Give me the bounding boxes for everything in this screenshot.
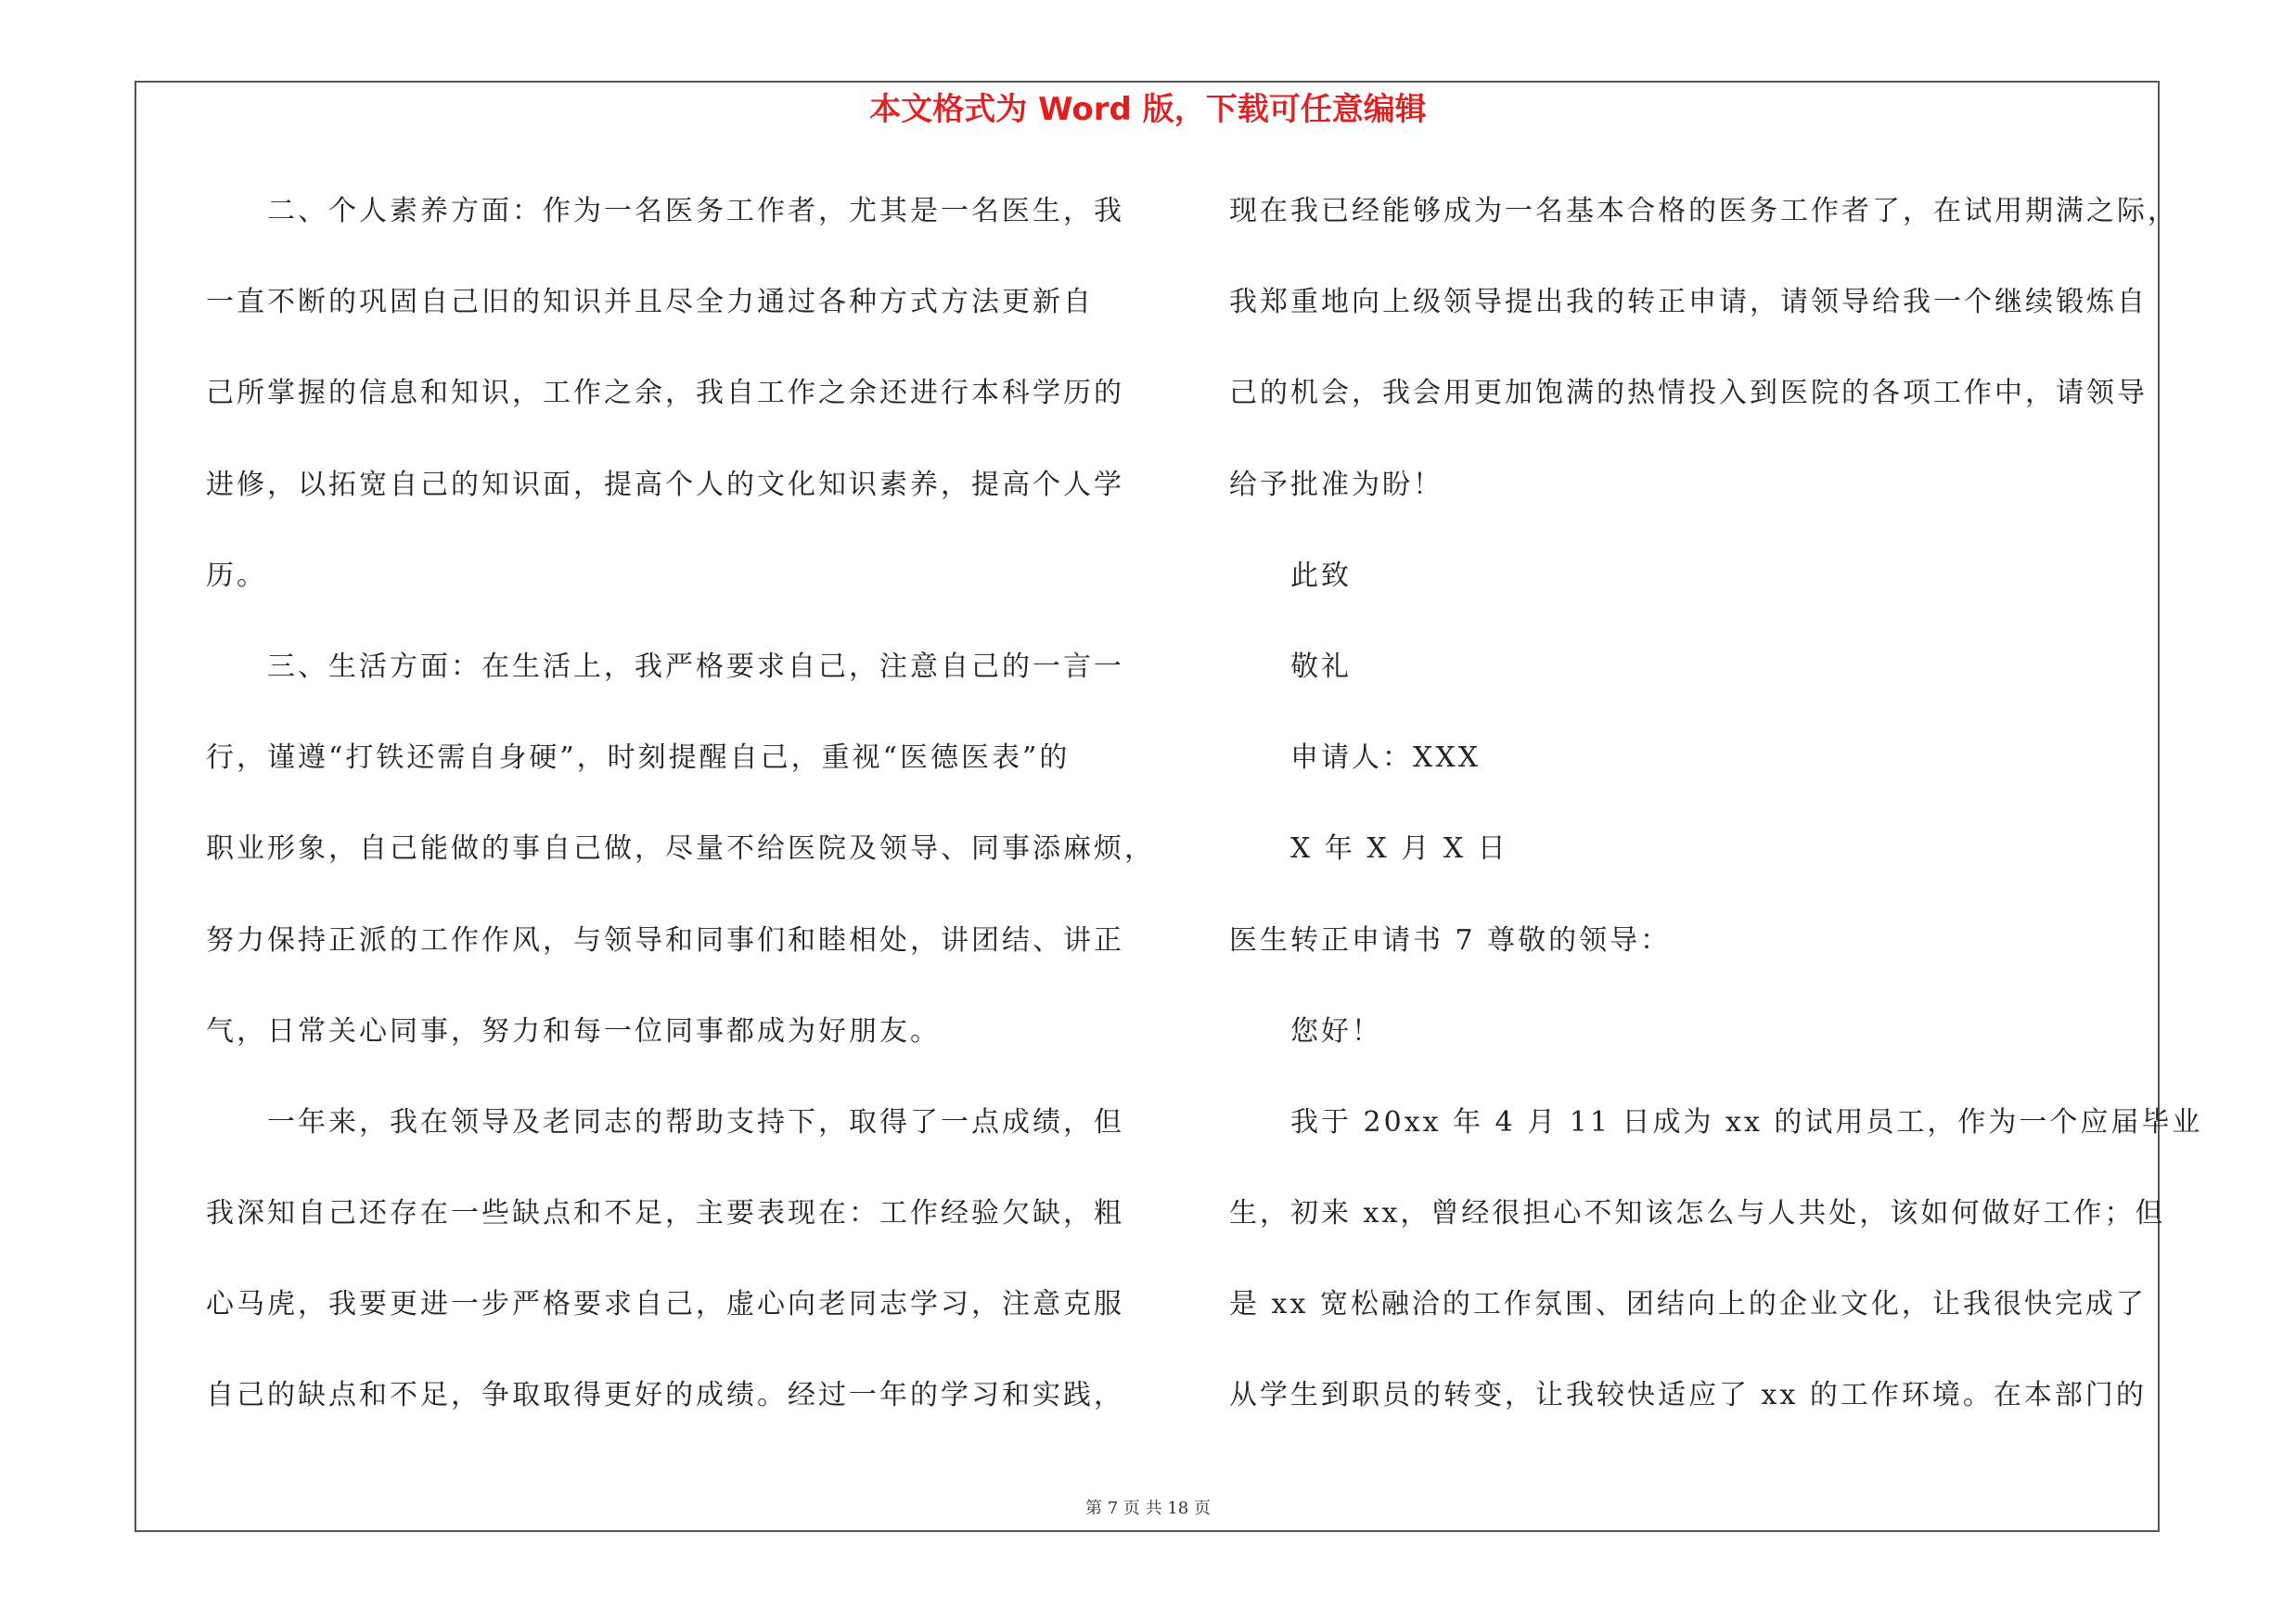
applicant-line: 申请人：XXX <box>1229 741 1481 775</box>
text-line: 从学生到职员的转变，让我较快适应了 xx 的工作环境。在本部门的 <box>1229 1379 2147 1412</box>
right-column <box>1229 179 2203 1455</box>
document-banner: 本文格式为 Word 版，下载可任意编辑 <box>869 91 1427 128</box>
text-line: 努力保持正派的工作作风，与领导和同事们和睦相处，讲团结、讲正 <box>206 923 1124 957</box>
text-line: 现在我已经能够成为一名基本合格的医务工作者了，在试用期满之际， <box>1229 195 2178 227</box>
section-heading: 医生转正申请书 7 尊敬的领导： <box>1229 923 1672 957</box>
text-line: 三、生活方面：在生活上，我严格要求自己，注意自己的一言一 <box>206 650 1124 683</box>
text-line: 气，日常关心同事，努力和每一位同事都成为好朋友。 <box>206 1014 941 1048</box>
text-line: 一年来，我在领导及老同志的帮助支持下，取得了一点成绩，但 <box>206 1105 1124 1139</box>
text-line: 行，谨遵“打铁还需自身硬”，时刻提醒自己，重视“医德医表”的 <box>206 741 1071 775</box>
text-line: 职业形象，自己能做的事自己做，尽量不给医院及领导、同事添麻烦， <box>206 832 1155 866</box>
text-line: 一直不断的巩固自己旧的知识并且尽全力通过各种方式方法更新自 <box>206 286 1094 319</box>
page-number: 第 7 页 共 18 页 <box>1085 1499 1211 1518</box>
text-line: 是 xx 宽松融洽的工作氛围、团结向上的企业文化，让我很快完成了 <box>1229 1288 2147 1321</box>
text-line: 心马虎，我要更进一步严格要求自己，虚心向老同志学习，注意克服 <box>206 1288 1124 1321</box>
text-line: 我郑重地向上级领导提出我的转正申请，请领导给我一个继续锻炼自 <box>1229 286 2148 319</box>
text-line: 我深知自己还存在一些缺点和不足，主要表现在：工作经验欠缺，粗 <box>206 1197 1124 1230</box>
text-line: 进修，以拓宽自己的知识面，提高个人的文化知识素养，提高个人学 <box>206 468 1124 501</box>
left-column <box>206 179 1155 1455</box>
text-line: 二、个人素养方面：作为一名医务工作者，尤其是一名医生，我 <box>206 195 1124 227</box>
text-line: 己的机会，我会用更加饱满的热情投入到医院的各项工作中，请领导 <box>1229 377 2148 410</box>
text-line: 给予批准为盼！ <box>1229 468 1443 501</box>
text-line: 己所掌握的信息和知识，工作之余，我自工作之余还进行本科学历的 <box>206 377 1124 410</box>
greeting-line: 您好！ <box>1229 1014 1382 1048</box>
closing-line: 敬礼 <box>1229 650 1352 683</box>
date-line: X 年 X 月 X 日 <box>1229 832 1508 866</box>
closing-line: 此致 <box>1229 559 1352 592</box>
text-line: 生，初来 xx，曾经很担心不知该怎么与人共处，该如何做好工作；但 <box>1229 1197 2166 1230</box>
text-line: 我于 20xx 年 4 月 11 日成为 xx 的试用员工，作为一个应届毕业 <box>1229 1105 2203 1139</box>
text-line: 历。 <box>206 559 267 592</box>
text-line: 自己的缺点和不足，争取取得更好的成绩。经过一年的学习和实践， <box>206 1379 1124 1412</box>
